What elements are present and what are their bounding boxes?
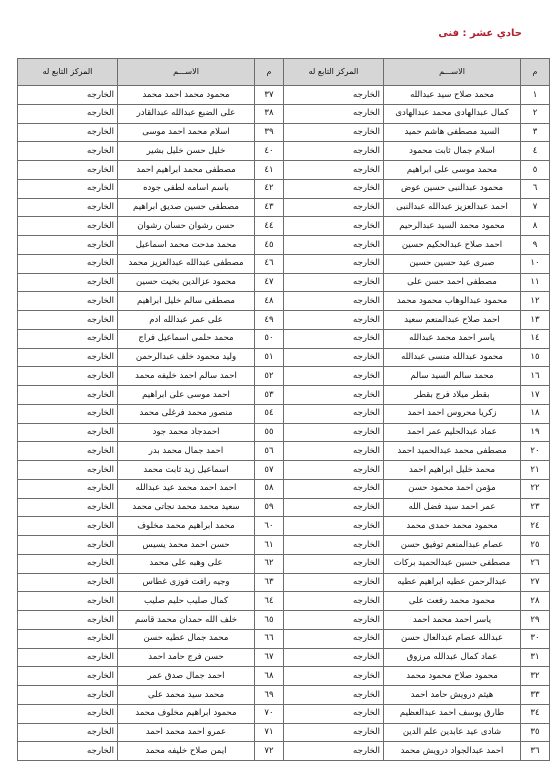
row-number: ١٦ [521,367,550,386]
table-row [18,236,550,255]
table-row [18,498,550,517]
table-row [18,423,550,442]
row-number: ٤٥ [255,236,284,255]
row-number: ١٠ [521,254,550,273]
center-name: الخارجه [284,217,384,236]
center-name: الخارجه [18,667,118,686]
person-name: احمد سالم احمد خليفه محمد [118,367,255,386]
person-name: احمد صلاح عبدالمنعم سعيد [384,311,521,330]
table-row [18,104,550,123]
person-name: محمود عبدالوهاب محمود محمد [384,292,521,311]
person-name: محمود محمد رفعت على [384,592,521,611]
center-name: الخارجه [18,573,118,592]
row-number: ٤٩ [255,311,284,330]
row-number: ٢٨ [521,592,550,611]
person-name: محمد صلاح سيد عبدالله [384,86,521,105]
table-row [18,367,550,386]
center-name: الخارجه [284,311,384,330]
table-row [18,179,550,198]
person-name: منصور محمد فرغلى محمد [118,404,255,423]
center-name: الخارجه [284,273,384,292]
center-name: الخارجه [284,104,384,123]
center-name: الخارجه [18,311,118,330]
header-name-left: الاســـم [118,59,255,86]
table-row [18,479,550,498]
row-number: ٤٦ [255,254,284,273]
person-name: محمود عبدالله منسى عبدالله [384,348,521,367]
center-name: الخارجه [284,442,384,461]
row-number: ٢١ [521,461,550,480]
center-name: الخارجه [18,161,118,180]
row-number: ٧٢ [255,742,284,761]
row-number: ٢٤ [521,517,550,536]
center-name: الخارجه [18,86,118,105]
center-name: الخارجه [284,367,384,386]
row-number: ٧ [521,198,550,217]
row-number: ٦٦ [255,629,284,648]
center-name: الخارجه [18,629,118,648]
table-row [18,348,550,367]
table-row [18,329,550,348]
person-name: وليد محمود خلف عبدالرحمن [118,348,255,367]
person-name: مصطفى محمد عبدالحميد احمد [384,442,521,461]
center-name: الخارجه [18,723,118,742]
center-name: الخارجه [284,161,384,180]
person-name: عمرو احمد محمد احمد [118,723,255,742]
row-number: ٥٠ [255,329,284,348]
row-number: ٦١ [255,536,284,555]
center-name: الخارجه [18,198,118,217]
center-name: الخارجه [18,348,118,367]
person-name: محمود محمد احمد محمد [118,86,255,105]
row-number: ٨ [521,217,550,236]
center-name: الخارجه [18,554,118,573]
table-row [18,404,550,423]
row-number: ٣٦ [521,742,550,761]
person-name: عماد عبدالحليم عمر احمد [384,423,521,442]
person-name: عبدالله عصام عبدالعال حسن [384,629,521,648]
person-name: مصطفى حسين صديق ابراهيم [118,198,255,217]
person-name: صبرى عيد حسين حسين [384,254,521,273]
center-name: الخارجه [18,536,118,555]
person-name: محمود محمد السيد عبدالرحيم [384,217,521,236]
person-name: عماد كمال عبدالله مرزوق [384,648,521,667]
person-name: احمدجاد محمد جود [118,423,255,442]
center-name: الخارجه [18,142,118,161]
row-number: ٢٧ [521,573,550,592]
center-name: الخارجه [284,648,384,667]
person-name: محمد سالم السيد سالم [384,367,521,386]
center-name: الخارجه [284,348,384,367]
person-name: محمد ابراهيم محمد مخلوف [118,517,255,536]
center-name: الخارجه [284,498,384,517]
center-name: الخارجه [284,123,384,142]
center-name: الخارجه [284,517,384,536]
table-row [18,254,550,273]
center-name: الخارجه [18,611,118,630]
center-name: الخارجه [284,198,384,217]
person-name: السيد مصطفى هاشم حميد [384,123,521,142]
person-name: احمد عبدالجواد درويش محمد [384,742,521,761]
header-num-left: م [255,59,284,86]
person-name: مؤمن احمد محمود حسن [384,479,521,498]
person-name: سعيد محمد محمد نجاتى محمد [118,498,255,517]
center-name: الخارجه [18,254,118,273]
row-number: ٥٧ [255,461,284,480]
center-name: الخارجه [18,292,118,311]
header-row [18,59,550,86]
row-number: ٢٢ [521,479,550,498]
table-row [18,292,550,311]
row-number: ٢٦ [521,554,550,573]
roster-body [18,86,550,761]
center-name: الخارجه [18,498,118,517]
person-name: خليل حسن خليل بشير [118,142,255,161]
person-name: مصطفى محمد ابراهيم احمد [118,161,255,180]
row-number: ٢٥ [521,536,550,555]
table-row [18,311,550,330]
center-name: الخارجه [18,648,118,667]
center-name: الخارجه [18,517,118,536]
center-name: الخارجه [18,592,118,611]
table-row [18,592,550,611]
row-number: ٦٠ [255,517,284,536]
row-number: ٢ [521,104,550,123]
center-name: الخارجه [284,554,384,573]
table-row [18,142,550,161]
center-name: الخارجه [284,611,384,630]
section-heading: حادي عشر : فنى [438,28,522,39]
person-name: احمد صلاح عبدالحكيم حسين [384,236,521,255]
table-row [18,517,550,536]
person-name: باسم اسامه لطفى جوده [118,179,255,198]
header-center-right: المركز التابع له [284,59,384,86]
row-number: ١٧ [521,386,550,405]
row-number: ٥٤ [255,404,284,423]
table-row [18,648,550,667]
person-name: محمود عزالدين بخيت حسين [118,273,255,292]
table-row [18,686,550,705]
person-name: طارق يوسف احمد عبدالعظيم [384,704,521,723]
center-name: الخارجه [284,629,384,648]
center-name: الخارجه [284,179,384,198]
center-name: الخارجه [18,329,118,348]
person-name: مصطفى عبدالله عبدالعزيز محمد [118,254,255,273]
center-name: الخارجه [284,573,384,592]
person-name: احمد جمال صدق عمر [118,667,255,686]
row-number: ٦٨ [255,667,284,686]
row-number: ٣ [521,123,550,142]
table-row [18,217,550,236]
person-name: اسلام محمد احمد موسى [118,123,255,142]
person-name: احمد موسى على ابراهيم [118,386,255,405]
row-number: ٥ [521,161,550,180]
row-number: ٤٤ [255,217,284,236]
header-name-right: الاســـم [384,59,521,86]
center-name: الخارجه [18,179,118,198]
person-name: حسن فرج حامد احمد [118,648,255,667]
person-name: احمد عبدالعزيز عبدالله عبدالنبى [384,198,521,217]
center-name: الخارجه [284,686,384,705]
row-number: ٦٣ [255,573,284,592]
row-number: ٦٤ [255,592,284,611]
row-number: ٥٥ [255,423,284,442]
table-row [18,611,550,630]
row-number: ٧٠ [255,704,284,723]
person-name: مصطفى حسين عبدالحميد بركات [384,554,521,573]
row-number: ٤٧ [255,273,284,292]
row-number: ١٢ [521,292,550,311]
person-name: محمود صلاح محمود محمد [384,667,521,686]
row-number: ٣٨ [255,104,284,123]
person-name: محمود ابراهيم مخلوف محمد [118,704,255,723]
center-name: الخارجه [284,404,384,423]
table-row [18,554,550,573]
person-name: محمود محمد حمدى محمد [384,517,521,536]
person-name: ياسر احمد محمد احمد [384,611,521,630]
center-name: الخارجه [284,667,384,686]
person-name: محمد سيد محمد على [118,686,255,705]
center-name: الخارجه [284,479,384,498]
center-name: الخارجه [284,142,384,161]
row-number: ٢٣ [521,498,550,517]
row-number: ٦٥ [255,611,284,630]
person-name: مصطفى سالم خليل ابراهيم [118,292,255,311]
row-number: ٤٢ [255,179,284,198]
row-number: ٩ [521,236,550,255]
center-name: الخارجه [18,404,118,423]
table-row [18,161,550,180]
center-name: الخارجه [18,123,118,142]
row-number: ٥٣ [255,386,284,405]
row-number: ٦٢ [255,554,284,573]
center-name: الخارجه [284,536,384,555]
row-number: ٤٣ [255,198,284,217]
person-name: محمد حلمى اسماعيل فراج [118,329,255,348]
center-name: الخارجه [18,479,118,498]
row-number: ٢٠ [521,442,550,461]
center-name: الخارجه [18,461,118,480]
row-number: ١٤ [521,329,550,348]
table-row [18,573,550,592]
row-number: ٥٩ [255,498,284,517]
row-number: ٧١ [255,723,284,742]
person-name: على الضبع عبدالله عبدالقادر [118,104,255,123]
person-name: على عمر عبدالله ادم [118,311,255,330]
person-name: ياسر احمد محمد عبدالله [384,329,521,348]
row-number: ٤ [521,142,550,161]
center-name: الخارجه [18,104,118,123]
person-name: عصام عبدالمنعم توفيق حسن [384,536,521,555]
row-number: ٣٠ [521,629,550,648]
row-number: ٥٦ [255,442,284,461]
center-name: الخارجه [284,236,384,255]
row-number: ٤١ [255,161,284,180]
person-name: عمر احمد سيد فضل الله [384,498,521,517]
person-name: على وهبه على محمد [118,554,255,573]
person-name: حسن احمد محمد يسيس [118,536,255,555]
row-number: ٥١ [255,348,284,367]
row-number: ٣٩ [255,123,284,142]
person-name: حسن رشوان حسان رشوان [118,217,255,236]
person-name: احمد احمد محمد عيد عبدالله [118,479,255,498]
table-row [18,461,550,480]
person-name: كمال صليب حليم صليب [118,592,255,611]
row-number: ١٣ [521,311,550,330]
table-row [18,442,550,461]
person-name: هيثم درويش حامد احمد [384,686,521,705]
row-number: ٦٧ [255,648,284,667]
center-name: الخارجه [18,442,118,461]
person-name: ايمن صلاح خليفه محمد [118,742,255,761]
row-number: ١٥ [521,348,550,367]
table-row [18,273,550,292]
header-center-left: المركز التابع له [18,59,118,86]
table-row [18,123,550,142]
center-name: الخارجه [284,592,384,611]
row-number: ٣٤ [521,704,550,723]
center-name: الخارجه [18,423,118,442]
person-name: محمود عبدالنبى حسين عوض [384,179,521,198]
center-name: الخارجه [18,686,118,705]
center-name: الخارجه [284,423,384,442]
center-name: الخارجه [284,723,384,742]
person-name: احمد جمال محمد بدر [118,442,255,461]
center-name: الخارجه [18,273,118,292]
row-number: ٣١ [521,648,550,667]
center-name: الخارجه [284,742,384,761]
header-num-right: م [521,59,550,86]
center-name: الخارجه [284,704,384,723]
table-row [18,704,550,723]
person-name: كمال عبدالهادى محمد عبدالهادى [384,104,521,123]
person-name: محمد موسى على ابراهيم [384,161,521,180]
table-row [18,723,550,742]
row-number: ٣٣ [521,686,550,705]
table-row [18,667,550,686]
center-name: الخارجه [18,236,118,255]
person-name: وجيه رافت فوزى غطاس [118,573,255,592]
table-row [18,386,550,405]
row-number: ١ [521,86,550,105]
center-name: الخارجه [284,461,384,480]
row-number: ٢٩ [521,611,550,630]
table-row [18,198,550,217]
person-name: شادى عيد عابدين علم الدين [384,723,521,742]
row-number: ١٩ [521,423,550,442]
row-number: ٤٨ [255,292,284,311]
roster-table [17,58,550,761]
center-name: الخارجه [284,292,384,311]
person-name: بقطر ميلاد فرج بقطر [384,386,521,405]
center-name: الخارجه [18,386,118,405]
table-row [18,86,550,105]
center-name: الخارجه [18,742,118,761]
person-name: اسماعيل زيد ثابت محمد [118,461,255,480]
table-row [18,629,550,648]
table-row [18,536,550,555]
person-name: زكريا محروس احمد احمد [384,404,521,423]
person-name: محمد جمال عطيه حسن [118,629,255,648]
center-name: الخارجه [18,367,118,386]
person-name: خلف الله حمدان محمد قاسم [118,611,255,630]
person-name: مصطفى احمد حسن على [384,273,521,292]
row-number: ٣٢ [521,667,550,686]
person-name: محمد مدحت محمد اسماعيل [118,236,255,255]
row-number: ٥٢ [255,367,284,386]
row-number: ٦٩ [255,686,284,705]
person-name: محمد خليل ابراهيم احمد [384,461,521,480]
center-name: الخارجه [18,217,118,236]
row-number: ٦ [521,179,550,198]
center-name: الخارجه [284,386,384,405]
center-name: الخارجه [18,704,118,723]
center-name: الخارجه [284,329,384,348]
row-number: ٣٧ [255,86,284,105]
center-name: الخارجه [284,86,384,105]
center-name: الخارجه [284,254,384,273]
row-number: ٣٥ [521,723,550,742]
table-row [18,742,550,761]
row-number: ١٨ [521,404,550,423]
row-number: ٤٠ [255,142,284,161]
person-name: اسلام جمال ثابت محمود [384,142,521,161]
row-number: ١١ [521,273,550,292]
row-number: ٥٨ [255,479,284,498]
person-name: عبدالرحمن عطيه ابراهيم عطيه [384,573,521,592]
